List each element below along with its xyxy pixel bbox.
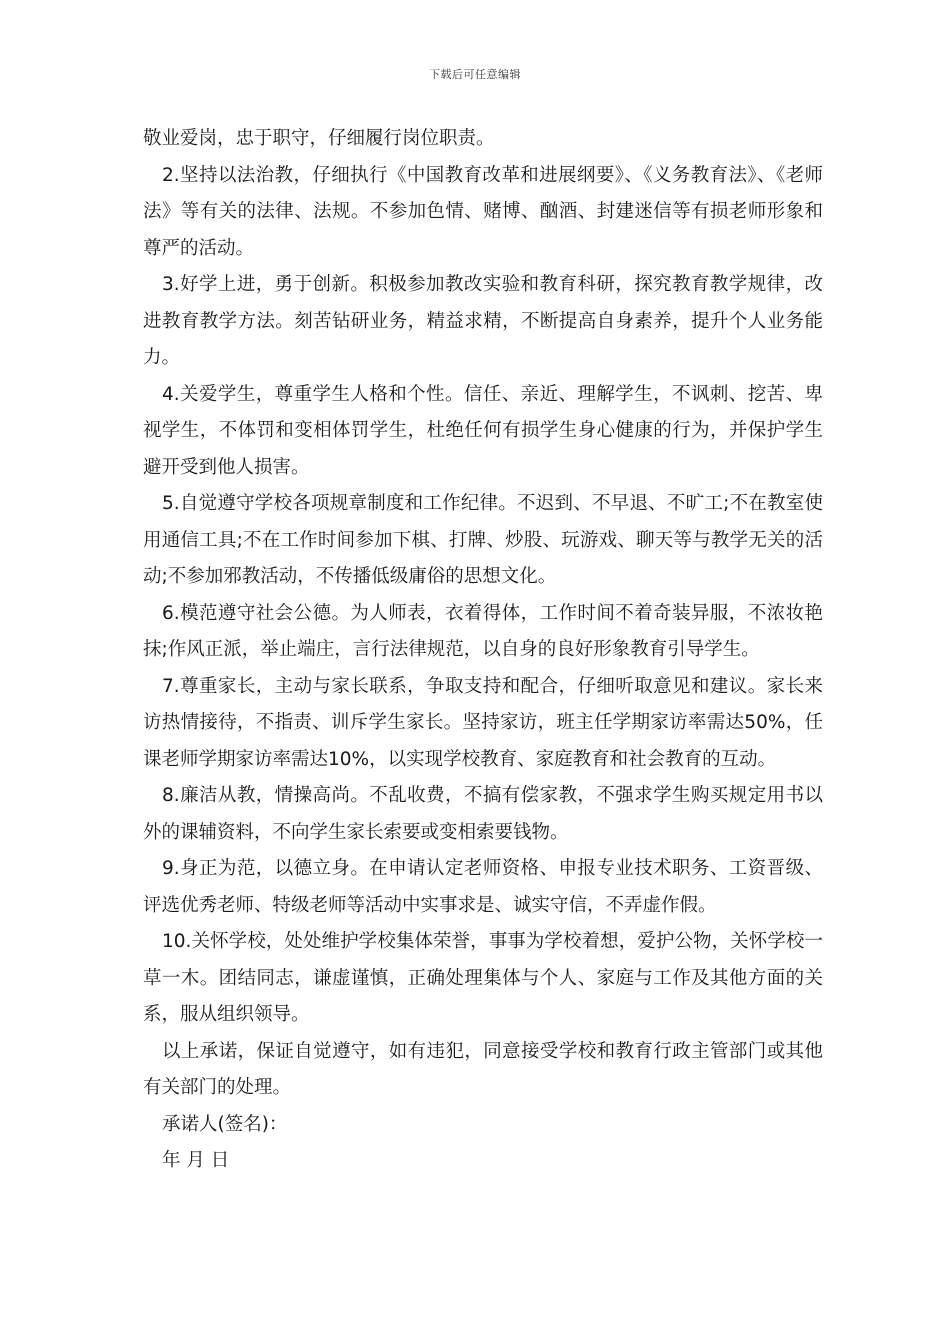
header-note: 下载后可任意编辑 [429,68,521,81]
paragraph-item-6: 6.模范遵守社会公德。为人师表，衣着得体，工作时间不着奇装异服，不浓妆艳抹;作风正派，举止端庄，言行法律规范，以自身的良好形象教育引导学生。 [143,602,823,660]
paragraph-item-3: 3.好学上进，勇于创新。积极参加教改实验和教育科研，探究教育教学规律，改进教育教学方法。刻苦钻研业务，精益求精，不断提高自身素养，提升个人业务能力。 [143,274,823,368]
paragraph-item-5: 5.自觉遵守学校各项规章制度和工作纪律。不迟到、不早退、不旷工;不在教室使用通信工具;不在工作时间参加下棋、打牌、炒股、玩游戏、聊天等与教学无关的活动;不参加邪教活动，不传播低级庸俗的思想文化。 [143,493,823,587]
paragraph-continuation: 敬业爱岗，忠于职守，仔细履行岗位职责。 [143,128,495,149]
paragraph-item-8: 8.廉洁从教，情操高尚。不乱收费，不搞有偿家教，不强求学生购买规定用书以外的课辅资料，不向学生家长索要或变相索要钱物。 [143,785,823,843]
paragraph-item-4: 4.关爱学生，尊重学生人格和个性。信任、亲近、理解学生，不讽刺、挖苦、卑视学生，不体罚和变相体罚学生，杜绝任何有损学生身心健康的行为，并保护学生避开受到他人损害。 [143,383,823,478]
paragraph-item-10: 10.关怀学校，处处维护学校集体荣誉，事事为学校着想，爱护公物，关怀学校一草一木。团结同志，谦虚谨慎，正确处理集体与个人、家庭与工作及其他方面的关系，服从组织领导。 [143,931,823,1025]
paragraph-item-9: 9.身正为范，以德立身。在申请认定老师资格、申报专业技术职务、工资晋级、评选优秀老师、特级老师等活动中实事求是、诚实守信，不弄虚作假。 [143,858,823,916]
date-label: 年 月 日 [162,1150,230,1171]
paragraph-pledge-statement: 以上承诺，保证自觉遵守，如有违犯，同意接受学校和教育行政主管部门或其他有关部门的处理。 [143,1040,823,1098]
paragraph-item-2: 2.坚持以法治教，仔细执行《中国教育改革和进展纲要》、《义务教育法》、《老师法》等有关的法律、法规。不参加色情、赌博、酗酒、封建迷信等有损老师形象和尊严的活动。 [143,164,823,259]
paragraph-item-7: 7.尊重家长，主动与家长联系，争取支持和配合，仔细听取意见和建议。家长来访热情接待，不指责、训斥学生家长。坚持家访，班主任学期家访率需达50%，任课老师学期家访率需达10%，以实现学校教育、家庭教育和社会教育的互动。 [143,675,823,770]
document-body [143,121,823,1180]
signature-label: 承诺人(签名)： [162,1113,288,1135]
